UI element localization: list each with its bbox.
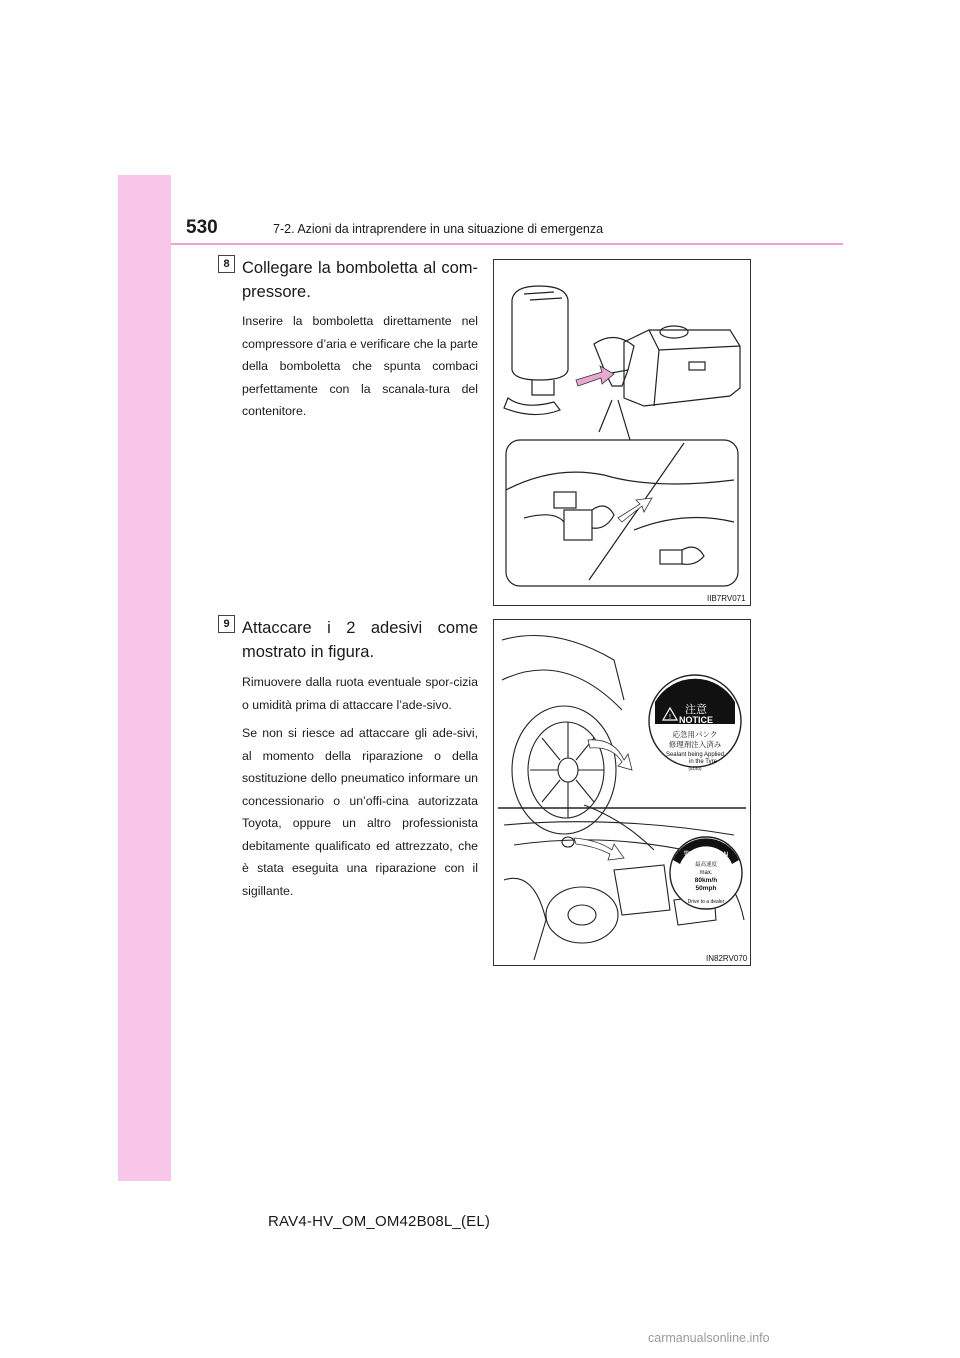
caution-line-4: 50mph [695, 885, 717, 892]
caution-line-3: 80km/h [694, 877, 718, 884]
step-9-paragraph-2: Se non si riesce ad attaccare gli ade-sivi, al momento della riparazione o della sostituzione dello pneumatico informare un concessionario o un’offi-cina autorizzata Toyota, oppure un altro professionista debitamente qualificato ed attrezzato, che è stata eseguita una riparazione con il sigillante. [242, 726, 478, 898]
chapter-sidebar-tab [118, 175, 171, 1181]
figure-code: IN82RV070 [706, 954, 748, 963]
caution-line-1: 最高速度 [694, 862, 718, 868]
step-8-paragraph: Inserire la bomboletta direttamente nel compressore d’aria e verificare che la parte della bomboletta che spunta combaci perfettamente con la scanala-tura del contenitore. [242, 314, 478, 418]
step-8-body [242, 310, 478, 429]
notice-line-en-2: in the Tyre [689, 759, 717, 765]
caution-line-2: max. [699, 870, 713, 876]
step-9-heading: Attaccare i 2 adesivi come mostrato in figura. [242, 619, 478, 661]
figure-can-to-compressor [493, 259, 751, 606]
step-8-heading: Collegare la bomboletta al com-pressore. [242, 259, 478, 301]
caution-arc-bottom: Drive to a dealer [687, 899, 725, 905]
sticker-placement-illustration [494, 620, 750, 965]
notice-line-jp-1: 応急用パンク [672, 730, 718, 739]
watermark: carmanualsonline.info [648, 1331, 770, 1345]
header-rule [171, 243, 843, 245]
caution-arc-text: 警告/CAUTION [683, 850, 729, 858]
step-number-8: 8 [218, 255, 235, 273]
compressor-illustration [494, 260, 750, 605]
figure-sticker-placement [493, 619, 751, 966]
page-number: 530 [186, 217, 218, 238]
figure-code: IIB7RV071 [707, 594, 746, 603]
step-9-paragraph-1: Rimuovere dalla ruota eventuale spor-cizia o umidità prima di attaccare l’ade-sivo. [242, 675, 478, 712]
notice-title-en: NOTICE [678, 715, 714, 725]
svg-text:!: ! [669, 714, 671, 721]
section-title: 7-2. Azioni da intraprendere in una situazione di emergenza [273, 222, 604, 236]
manual-code-footer: RAV4-HV_OM_OM42B08L_(EL) [268, 1213, 491, 1230]
step-number-9: 9 [218, 615, 235, 633]
notice-title-jp: 注意 [685, 703, 707, 716]
notice-line-jp-2: 修理剤注入済み [668, 740, 722, 749]
notice-code: (5140) [688, 766, 702, 771]
notice-line-en-1: Sealant being Applied [665, 752, 725, 758]
step-9-body [242, 671, 478, 908]
